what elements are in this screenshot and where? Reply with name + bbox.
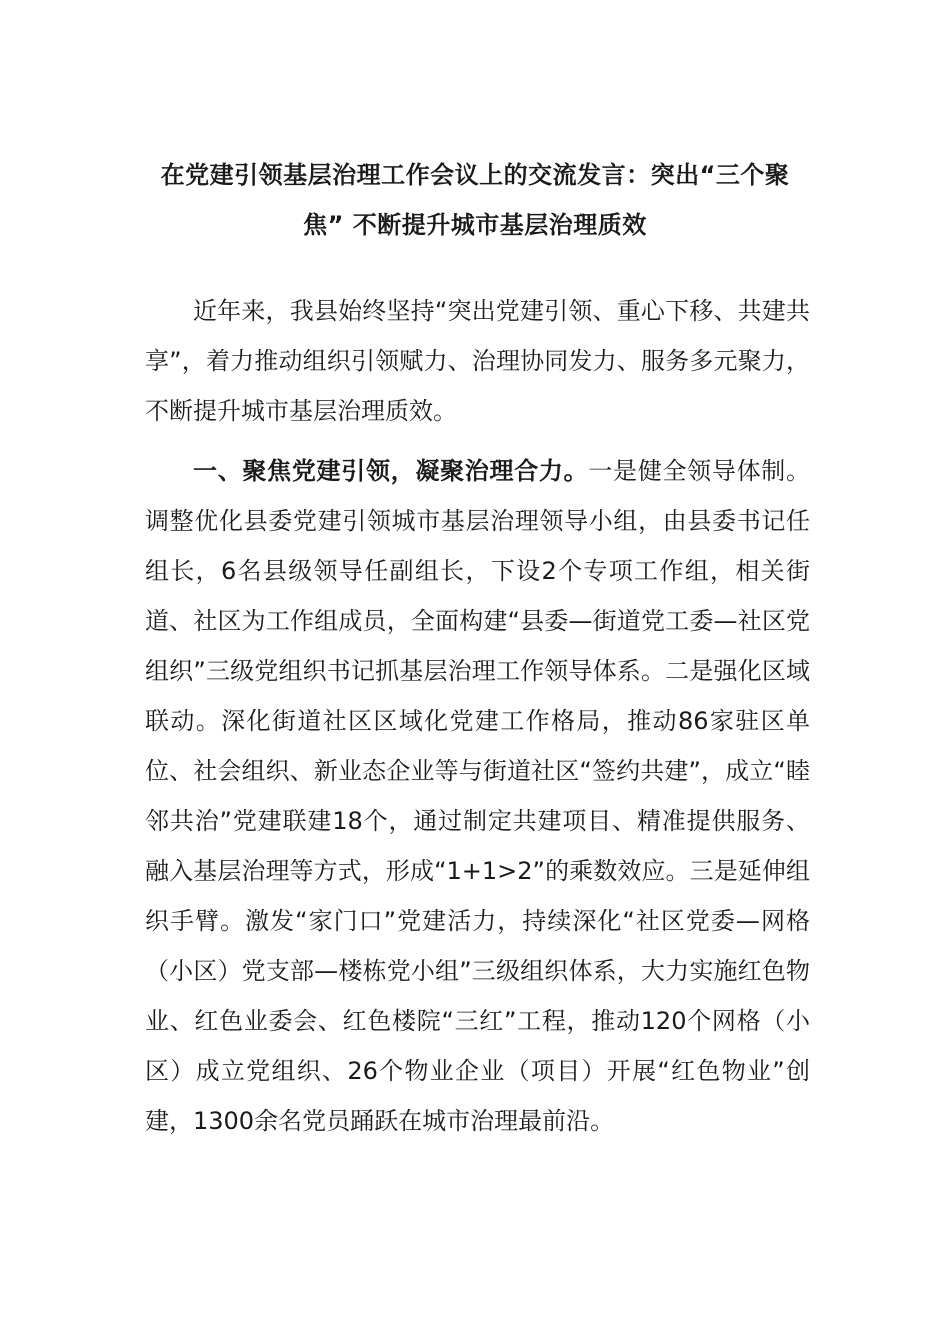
document-title: 在党建引领基层治理工作会议上的交流发言：突出“三个聚焦” 不断提升城市基层治理质效: [160, 161, 790, 239]
intro-paragraph-text: 近年来，我县始终坚持“突出党建引领、重心下移、共建共享”，着力推动组织引领赋力、治理协同发力、服务多元聚力，不断提升城市基层治理质效。: [145, 297, 810, 425]
section-one-paragraph: [145, 446, 810, 1146]
section-one-text: 一是健全领导体制。调整优化县委党建引领城市基层治理领导小组，由县委书记任组长，6名县级领导任副组长，下设2个专项工作组，相关街道、社区为工作组成员，全面构建“县委—街道党工委—社区党组织”三级党组织书记抓基层治理工作领导体系。二是强化区域联动。深化街道社区区域化党建工作格局，推动86家驻区单位、社会组织、新业态企业等与街道社区“签约共建”，成立“睦邻共治”党建联建18个，通过制定共建项目、精准提供服务、融入基层治理等方式，形成“1+1>2”的乘数效应。三是延伸组织手臂。激发“家门口”党建活力，持续深化“社区党委—网格（小区）党支部—楼栋党小组”三级组织体系，大力实施红色物业、红色业委会、红色楼院“三红”工程，推动120个网格（小区）成立党组织、26个物业企业（项目）开展“红色物业”创建，1300余名党员踊跃在城市治理最前沿。: [145, 457, 811, 1135]
section-one-heading: 一、聚焦党建引领，凝聚治理合力。: [193, 457, 589, 485]
intro-paragraph: [145, 286, 810, 436]
